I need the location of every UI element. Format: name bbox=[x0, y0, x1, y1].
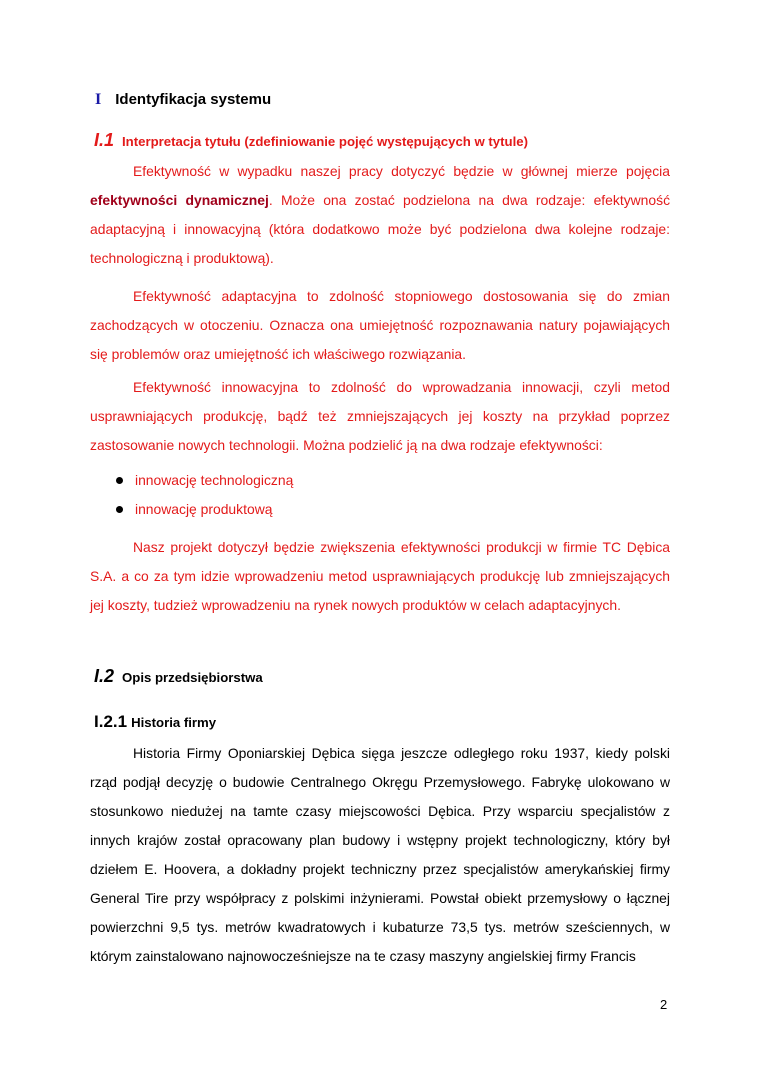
paragraph: Efektywność adaptacyjna to zdolność stopniowego dostosowania się do zmian zachodzących w otoczeniu. Oznacza ona umiejętność rozpoznawania natury pojawiających się problemów oraz umiejętność ich właściwego rozwiązania. bbox=[90, 288, 670, 362]
subsection-number: I.2 bbox=[94, 666, 115, 686]
section-title: Identyfikacja systemu bbox=[115, 91, 272, 108]
subsection-title: Interpretacja tytułu (zdefiniowanie pojęć występujących w tytule) bbox=[122, 134, 528, 149]
paragraph: Efektywność innowacyjna to zdolność do wprowadzania innowacji, czyli metod usprawniających produkcję, bądź też zmniejszających jej koszty na przykład poprzez zastosowanie nowych technologii. Można podzielić ją na dwa rodzaje efektywności: bbox=[90, 379, 670, 453]
subsubsection-number: I.2.1 bbox=[94, 712, 128, 731]
paragraph: Nasz projekt dotyczył będzie zwiększenia efektywności produkcji w firmie TC Dębica S.A. a co za tym idzie wprowadzeniu metod usprawniających produkcję lub zmniejszających jej koszty, tudzież wprowadzeniu na rynek nowych produktów w celach adaptacyjnych. bbox=[90, 539, 670, 613]
subsection-heading-1-1 bbox=[94, 130, 528, 151]
section-heading-1 bbox=[95, 91, 271, 109]
bullet-icon bbox=[116, 477, 123, 484]
bullet-icon bbox=[116, 506, 123, 513]
section-number: I bbox=[95, 91, 102, 108]
subsection-heading-1-2 bbox=[94, 666, 263, 687]
subsubsection-heading-1-2-1 bbox=[94, 712, 216, 732]
bullet-list bbox=[112, 466, 293, 524]
paragraph: Efektywność w wypadku naszej pracy dotyczyć będzie w głównej mierze pojęcia efektywności dynamicznej. Może ona zostać podzielona na dwa rodzaje: efektywność adaptacyjną i innowacyjną (która dodatkowo może być podzielona dwa kolejne rodzaje: technologiczną i produktową). bbox=[90, 163, 671, 266]
highlighted-term: efektywności dynamicznej bbox=[90, 192, 269, 208]
paragraph: Historia Firmy Oponiarskiej Dębica sięga jeszcze odległego roku 1937, kiedy polski rząd podjął decyzję o budowie Centralnego Okręgu Przemysłowego. Fabrykę ulokowano w stosunkowo niedużej na tamte czasy miejscowości Dębica. Przy wsparciu specjalistów z innych krajów został opracowany plan budowy i wstępny projekt technologiczny, który był dziełem E. Hoovera, a dokładny projekt techniczny przez specjalistów amerykańskiej firmy General Tire przy współpracy z polskimi inżynierami. Powstał obiekt przemysłowy o łącznej powierzchni 9,5 tys. metrów kwadratowych i kubaturze 73,5 tys. metrów sześciennych, w którym zainstalowano najnowocześniejsze na te czasy maszyny angielskiej firmy Francis bbox=[90, 745, 670, 964]
list-item: innowację produktową bbox=[112, 495, 293, 524]
list-item: innowację technologiczną bbox=[112, 466, 293, 495]
subsubsection-title: Historia firmy bbox=[131, 715, 217, 730]
page-number: 2 bbox=[660, 997, 668, 1012]
subsection-title: Opis przedsiębiorstwa bbox=[122, 670, 263, 685]
subsection-number: I.1 bbox=[94, 130, 115, 150]
